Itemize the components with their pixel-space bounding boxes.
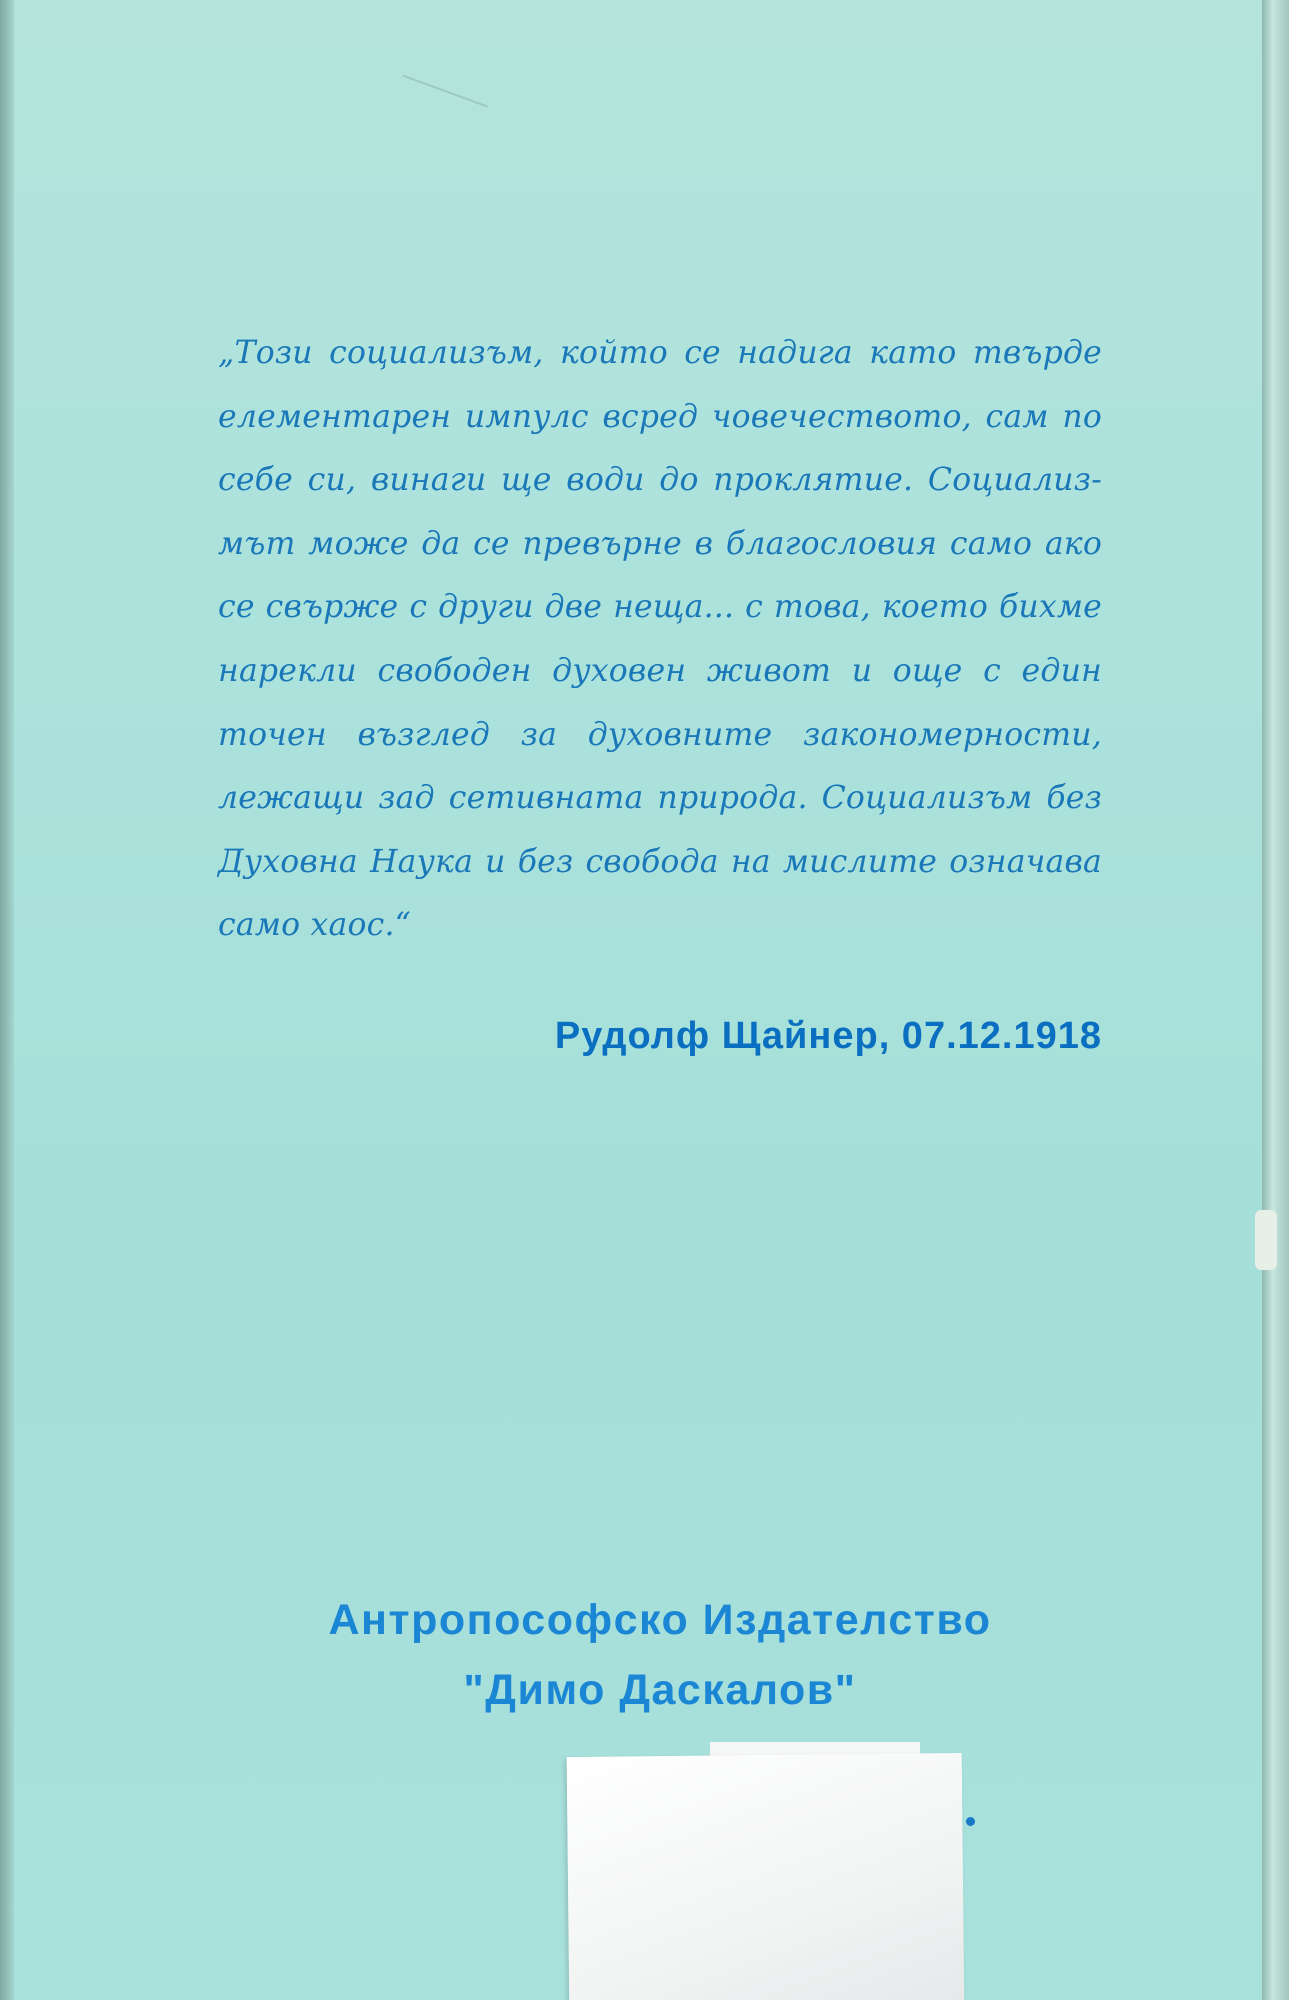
quote-line: лежащи зад сетивната природа. Социализъм без xyxy=(218,780,1102,817)
quote-line: мът може да се превърне в благословия само ако xyxy=(218,525,1102,562)
cover-wear-mark xyxy=(1255,1210,1277,1270)
quote-line: себе си, винаги ще води до проклятие. Социализ- xyxy=(218,462,1102,499)
quote-line: Духовна Наука и без свобода на мислите означава xyxy=(218,843,1102,880)
quote-block xyxy=(218,322,1102,958)
printed-dot xyxy=(966,1817,975,1826)
quote-line: се свърже с други две неща... с това, което бихме xyxy=(218,589,1102,626)
quote-line: елементарен импулс всред човечеството, сам по xyxy=(218,398,1102,435)
quote-line: точен възглед за духовните закономерности, xyxy=(218,716,1102,753)
quote-line: нарекли свободен духовен живот и още с един xyxy=(218,652,1102,689)
quote-line: „Този социализъм, който се надига като твърде xyxy=(218,335,1102,371)
book-spine-edge xyxy=(1262,0,1289,2000)
cover-scratch xyxy=(402,75,487,108)
publisher-line-2: "Димо Даскалов" xyxy=(463,1666,857,1714)
price-sticker xyxy=(567,1753,965,2000)
publisher-line-1: Антропософско Издателство xyxy=(328,1596,992,1644)
quote-author: Рудолф Щайнер, 07.12.1918 xyxy=(554,1015,1102,1057)
cover-left-edge xyxy=(0,0,14,2000)
quote-line: само хаос.“ xyxy=(218,907,411,944)
publisher-name xyxy=(250,1585,1070,1725)
